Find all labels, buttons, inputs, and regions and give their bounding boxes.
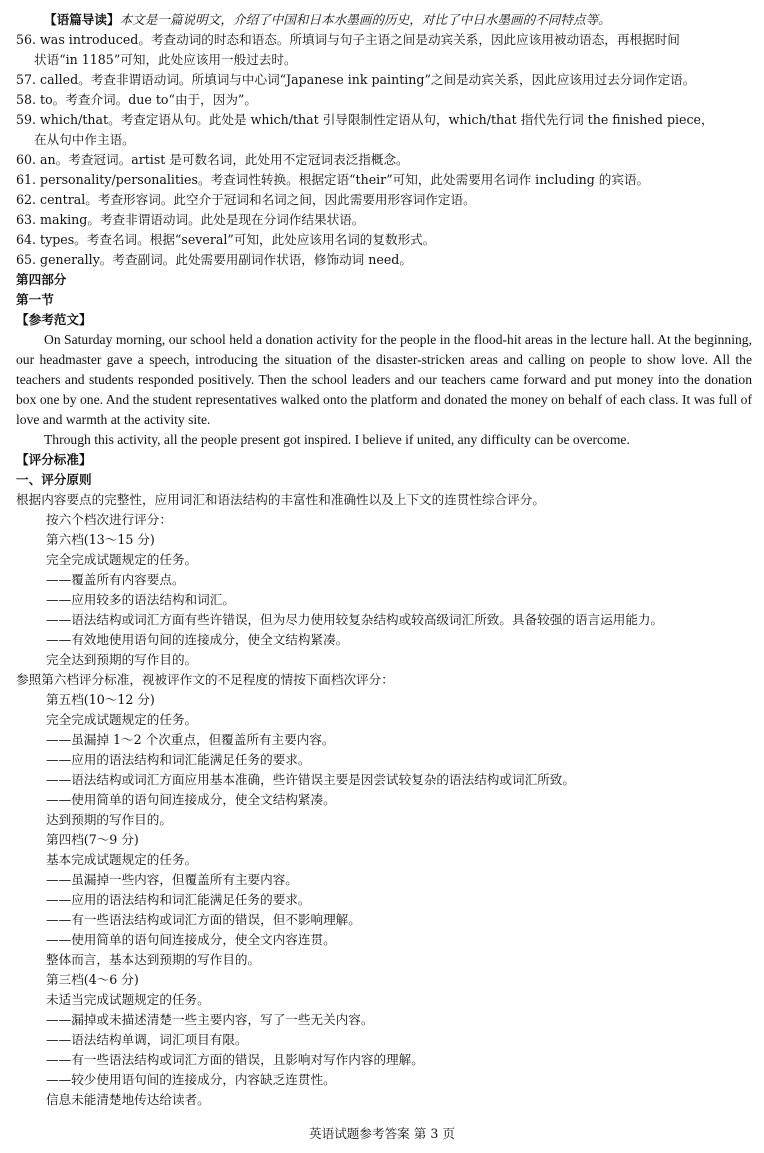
sample-essay <box>16 330 752 450</box>
grade-four-item: ——应用的语法结构和词汇能满足任务的要求。 <box>46 892 311 907</box>
grade-five-summary: 达到预期的写作目的。 <box>46 812 172 827</box>
answer-64: 64. types。考查名词。根据“several”可知，此处应该用名词的复数形式。 <box>16 232 436 247</box>
grade-six-item: ——有效地使用语句间的连接成分，使全文结构紧凑。 <box>46 632 349 647</box>
grade-four-title: 第四档(7～9 分) <box>46 832 139 847</box>
grade-five-item: ——虽漏掉 1～2 个次重点，但覆盖所有主要内容。 <box>46 732 335 747</box>
grade-three-item: ——漏掉或未描述清楚一些主要内容，写了一些无关内容。 <box>46 1012 374 1027</box>
grade-four-summary: 整体而言，基本达到预期的写作目的。 <box>46 952 261 967</box>
answer-62: 62. central。考查形容词。此空介于冠词和名词之间，因此需要用形容词作定语。 <box>16 192 476 207</box>
grade-six-summary: 完全达到预期的写作目的。 <box>46 652 198 667</box>
grade-six-item: ——应用较多的语法结构和词汇。 <box>46 592 235 607</box>
grade-three-item: ——有一些语法结构或词汇方面的错误，且影响对写作内容的理解。 <box>46 1052 424 1067</box>
answer-60: 60. an。考查冠词。artist 是可数名词，此处用不定冠词表泛指概念。 <box>16 152 409 167</box>
grade-five-title: 第五档(10～12 分) <box>46 692 155 707</box>
grade-four-task: 基本完成试题规定的任务。 <box>46 852 198 867</box>
grade-three-summary: 信息未能清楚地传达给读者。 <box>46 1092 210 1107</box>
answer-56-cont: 状语“in 1185”可知，此处应该用一般过去时。 <box>34 52 297 67</box>
intro-text: 本文是一篇说明文，介绍了中国和日本水墨画的历史，对比了中日水墨画的不同特点等。 <box>119 12 611 27</box>
grade-four-item: ——使用简单的语句间连接成分，使全文内容连贯。 <box>46 932 336 947</box>
grade-five-item: ——应用的语法结构和词汇能满足任务的要求。 <box>46 752 311 767</box>
grade-five-item: ——使用简单的语句间连接成分，使全文结构紧凑。 <box>46 792 336 807</box>
part-four-heading: 第四部分 <box>16 272 67 287</box>
grade-five-item: ——语法结构或词汇方面应用基本准确，些许错误主要是因尝试较复杂的语法结构或词汇所致。 <box>46 772 575 787</box>
six-levels-note: 按六个档次进行评分： <box>46 512 172 527</box>
answer-63: 63. making。考查非谓语动词。此处是现在分词作结果状语。 <box>16 212 365 227</box>
grade-three-task: 未适当完成试题规定的任务。 <box>46 992 210 1007</box>
grade-three-item: ——语法结构单调，词汇项目有限。 <box>46 1032 248 1047</box>
grade-six-title: 第六档(13～15 分) <box>46 532 155 547</box>
answer-59-cont: 在从句中作主语。 <box>34 132 135 147</box>
grade-three-title: 第三档(4～6 分) <box>46 972 139 987</box>
grade-five <box>16 690 752 830</box>
sample-essay-label: 【参考范文】 <box>16 312 92 327</box>
grade-four-item: ——有一些语法结构或词汇方面的错误，但不影响理解。 <box>46 912 361 927</box>
criteria-label: 【评分标准】 <box>16 452 92 467</box>
passage-intro <box>16 10 752 30</box>
principle-text: 根据内容要点的完整性，应用词汇和语法结构的丰富性和准确性以及上下文的连贯性综合评分。 <box>16 492 545 507</box>
answer-65: 65. generally。考查副词。此处需要用副词作状语，修饰动词 need。 <box>16 252 412 267</box>
grade-six-item: ——语法结构或词汇方面有些许错误，但为尽力使用较复杂结构或较高级词汇所致。具备较强的语言运用能力。 <box>46 612 664 627</box>
grade-four <box>16 830 752 970</box>
grade-three-item: ——较少使用语句间的连接成分，内容缺乏连贯性。 <box>46 1072 336 1087</box>
grade-six-item: ——覆盖所有内容要点。 <box>46 572 185 587</box>
grade-five-task: 完全完成试题规定的任务。 <box>46 712 198 727</box>
section-one-heading: 第一节 <box>16 292 54 307</box>
page-footer: 英语试题参考答案 第 3 页 <box>309 1126 455 1141</box>
intro-label: 【语篇导读】 <box>44 12 120 27</box>
grade-six <box>16 530 752 670</box>
answer-58: 58. to。考查介词。due to“由于，因为”。 <box>16 92 257 107</box>
grade-six-task: 完全完成试题规定的任务。 <box>46 552 198 567</box>
answer-key-page <box>16 10 752 1110</box>
grade-four-item: ——虽漏掉一些内容，但覆盖所有主要内容。 <box>46 872 298 887</box>
answer-56: 56. was introduced。考查动词的时态和语态。所填词与句子主语之间是动宾关系，因此应该用被动语态，再根据时间 <box>16 32 680 47</box>
principle-title: 一、评分原则 <box>16 472 92 487</box>
sample-paragraph-1: On Saturday morning, our school held a donation activity for the people in the flood-hit areas in the lecture hall. At the beginning, our headmaster gave a speech, introducing the situation of the disaster-stricken areas and calling on people to show love. All the teachers and students responded positively. Then the school leaders and our teachers came forward and put money into the donation box one by one. And the student representatives walked onto the platform and donated the money on behalf of each class. It was full of love and warmth at the activity site. <box>16 332 752 427</box>
answer-57: 57. called。考查非谓语动词。所填词与中心词“Japanese ink painting”之间是动宾关系，因此应该用过去分词作定语。 <box>16 72 696 87</box>
sample-paragraph-2: Through this activity, all the people present got inspired. I believe if united, any difficulty can be overcome. <box>44 432 630 447</box>
grade-three <box>16 970 752 1110</box>
reference-note: 参照第六档评分标准，视被评作文的不足程度的情按下面档次评分： <box>16 672 394 687</box>
answer-59: 59. which/that。考查定语从句。此处是 which/that 引导限制性定语从句，which/that 指代先行词 the finished piece， <box>16 112 714 127</box>
answer-61: 61. personality/personalities。考查词性转换。根据定语“their”可知，此处需要用名词作 including 的宾语。 <box>16 172 650 187</box>
